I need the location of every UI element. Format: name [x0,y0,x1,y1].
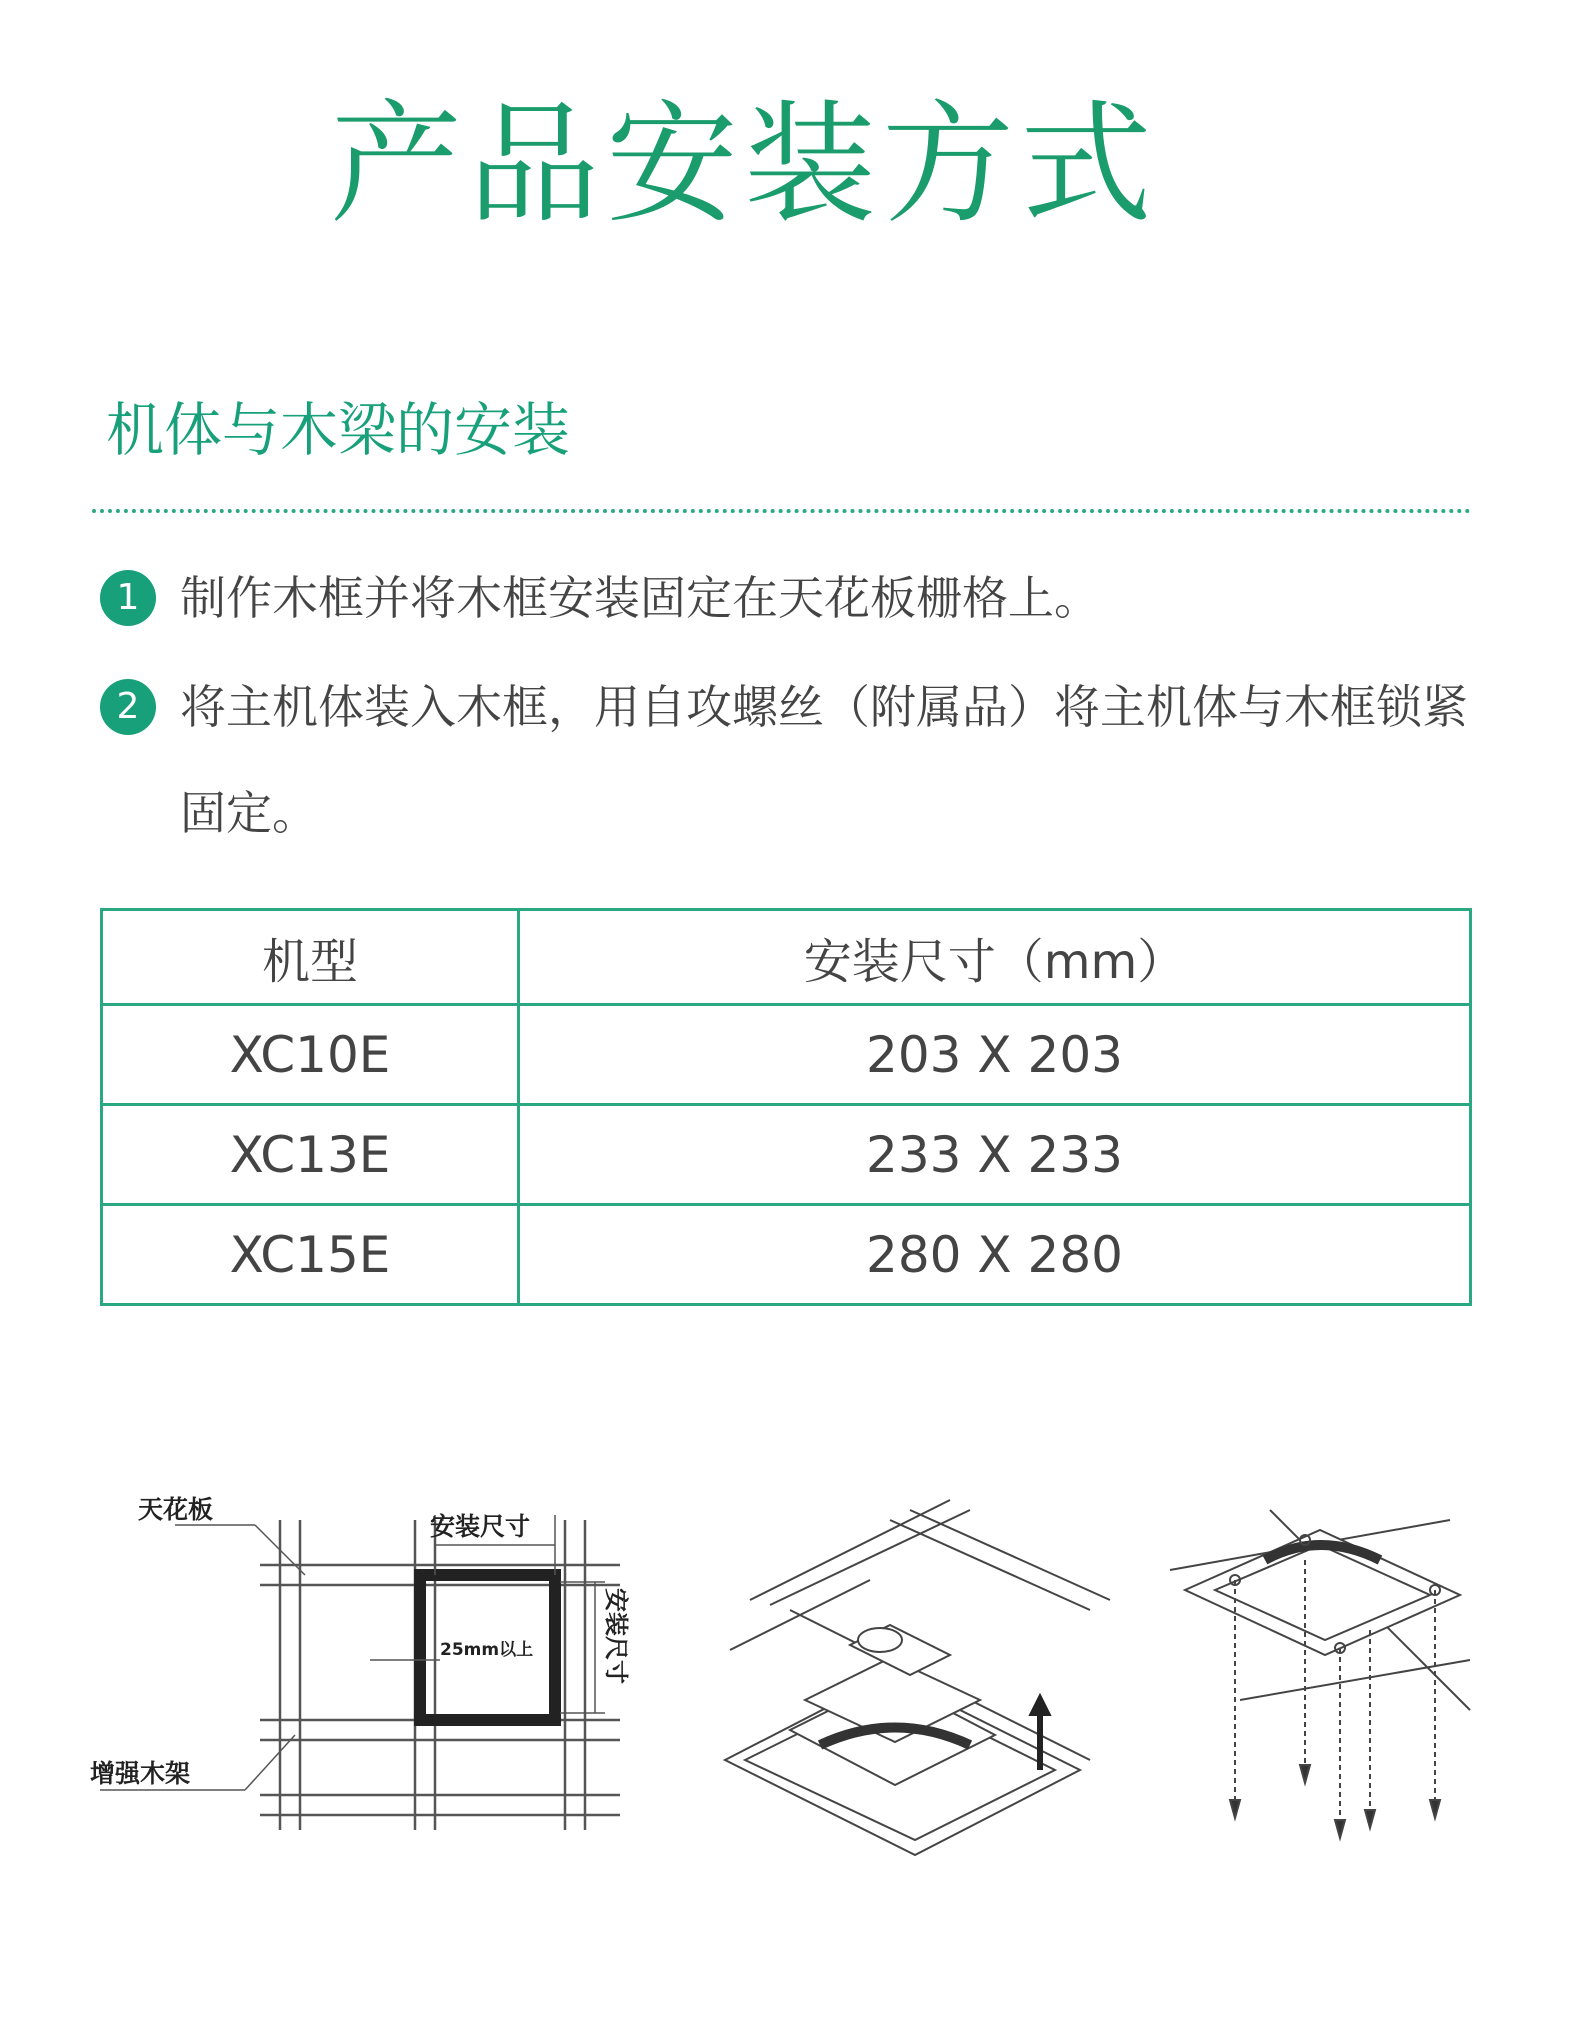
page-title: 产品安装方式 [330,88,1158,242]
table-header-row [102,910,1471,1005]
label-gap: 25mm以上 [440,1640,534,1660]
table-row [102,1205,1471,1305]
diagram-svg [90,1470,1510,1860]
step-number-badge: 2 [100,679,156,735]
label-size-top: 安装尺寸 [430,1512,531,1541]
label-size-side: 安装尺寸 [602,1588,630,1684]
step-text: 将主机体装入木框，用自攻螺丝（附属品）将主机体与木框锁紧固定。 [180,680,1468,840]
cell-size: 233 X 233 [519,1105,1471,1205]
cell-size: 280 X 280 [519,1205,1471,1305]
step-text: 制作木框并将木框安装固定在天花板栅格上。 [180,571,1100,625]
screw-fastening-illustration [1170,1510,1470,1838]
dotted-divider [92,509,1471,513]
cell-model: XC15E [102,1205,519,1305]
label-frame: 增强木架 [90,1759,191,1788]
header-model: 机型 [102,910,519,1005]
table-row [102,1005,1471,1105]
header-size: 安装尺寸（mm） [519,910,1471,1005]
cell-model: XC10E [102,1005,519,1105]
section-heading: 机体与木梁的安装 [106,396,571,464]
cell-size: 203 X 203 [519,1005,1471,1105]
unit-insert-illustration [725,1500,1110,1855]
installation-diagrams [90,1470,1510,1860]
install-size-table [100,908,1472,1306]
label-ceiling: 天花板 [138,1495,214,1524]
cell-model: XC13E [102,1105,519,1205]
step-number-badge: 1 [100,570,156,626]
table-row [102,1105,1471,1205]
